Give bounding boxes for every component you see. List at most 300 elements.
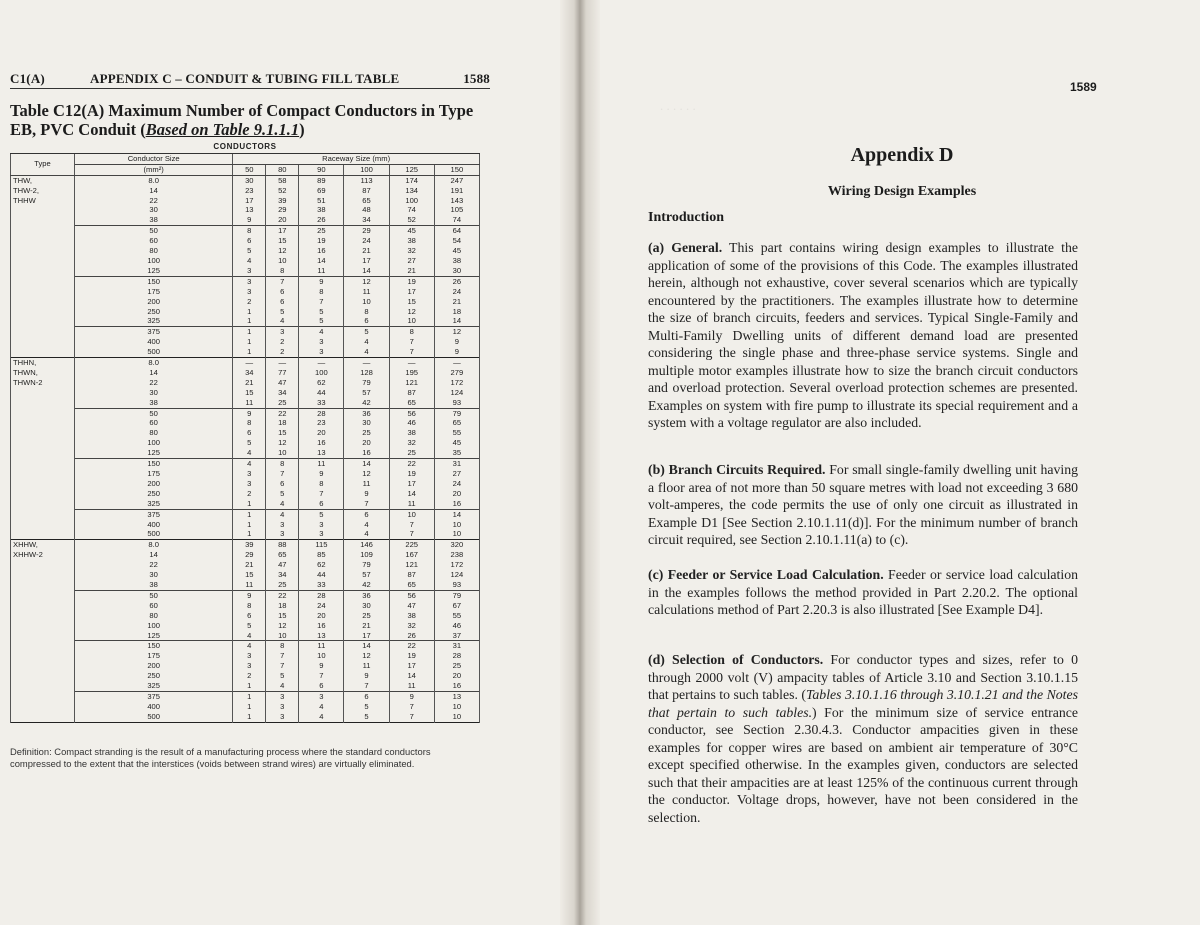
fill-count-cell: 3 xyxy=(266,712,299,722)
fill-count-cell: 33 xyxy=(299,580,344,590)
fill-count-cell: 10 xyxy=(389,509,434,519)
fill-count-cell: 30 xyxy=(344,418,389,428)
col-header-type: Type xyxy=(11,153,75,175)
fill-count-cell: 17 xyxy=(233,196,266,206)
fill-count-cell: 39 xyxy=(233,540,266,550)
table-row xyxy=(11,570,480,580)
table-row xyxy=(11,438,480,448)
fill-count-cell: 4 xyxy=(344,520,389,530)
fill-count-cell: 38 xyxy=(389,611,434,621)
fill-count-cell: 38 xyxy=(299,205,344,215)
fill-count-cell: 4 xyxy=(266,499,299,509)
fill-count-cell: 11 xyxy=(299,266,344,276)
paragraph-label: (b) Branch Circuits Required. xyxy=(648,462,826,477)
fill-count-cell: 6 xyxy=(233,428,266,438)
conductor-size-cell: 30 xyxy=(75,205,233,215)
col-header-raceway-size: 125 xyxy=(389,164,434,175)
fill-count-cell: 1 xyxy=(233,520,266,530)
fill-count-cell: 39 xyxy=(266,196,299,206)
fill-count-cell: 23 xyxy=(299,418,344,428)
fill-count-cell: 11 xyxy=(344,287,389,297)
table-row xyxy=(11,358,480,368)
paragraph-selection-conductors xyxy=(648,651,1078,826)
fill-count-cell: 14 xyxy=(389,489,434,499)
fill-count-cell: 19 xyxy=(299,236,344,246)
table-row xyxy=(11,196,480,206)
table-row xyxy=(11,418,480,428)
fill-count-cell: 12 xyxy=(344,276,389,286)
fill-count-cell: 48 xyxy=(344,205,389,215)
conductor-size-cell: 50 xyxy=(75,408,233,418)
fill-count-cell: 32 xyxy=(389,621,434,631)
fill-count-cell: 22 xyxy=(266,408,299,418)
fill-count-cell: 27 xyxy=(389,256,434,266)
fill-count-cell: 1 xyxy=(233,307,266,317)
table-row xyxy=(11,337,480,347)
fill-count-cell: 9 xyxy=(389,691,434,701)
fill-count-cell: 79 xyxy=(344,560,389,570)
fill-count-cell: 79 xyxy=(344,378,389,388)
fill-count-cell: 4 xyxy=(233,631,266,641)
table-row xyxy=(11,215,480,225)
fill-count-cell: 11 xyxy=(344,661,389,671)
fill-count-cell: 16 xyxy=(299,621,344,631)
fill-count-cell: 6 xyxy=(299,499,344,509)
fill-count-cell: 26 xyxy=(389,631,434,641)
table-row xyxy=(11,398,480,408)
conductor-size-cell: 375 xyxy=(75,691,233,701)
fill-count-cell: 16 xyxy=(299,438,344,448)
fill-count-cell: 46 xyxy=(389,418,434,428)
table-row xyxy=(11,580,480,590)
fill-count-cell: 5 xyxy=(299,307,344,317)
fill-count-cell: 10 xyxy=(299,651,344,661)
fill-count-cell: 34 xyxy=(233,368,266,378)
section-code: C1(A) xyxy=(10,71,45,86)
fill-count-cell: 35 xyxy=(434,448,479,458)
fill-count-cell: 238 xyxy=(434,550,479,560)
table-title-ref: Based on Table 9.1.1.1 xyxy=(145,120,300,139)
fill-count-cell: 8 xyxy=(299,287,344,297)
fill-count-cell: 4 xyxy=(344,337,389,347)
conductor-size-cell: 125 xyxy=(75,448,233,458)
fill-count-cell: 7 xyxy=(266,276,299,286)
fill-count-cell: 38 xyxy=(389,236,434,246)
fill-count-cell: 5 xyxy=(299,316,344,326)
table-row xyxy=(11,601,480,611)
table-row xyxy=(11,681,480,691)
fill-count-cell: 2 xyxy=(266,337,299,347)
fill-count-cell: 25 xyxy=(266,398,299,408)
fill-count-cell: 21 xyxy=(389,266,434,276)
fill-count-cell: — xyxy=(344,358,389,368)
col-header-raceway: Raceway Size (mm) xyxy=(233,153,480,164)
table-row xyxy=(11,378,480,388)
fill-count-cell: 4 xyxy=(299,327,344,337)
conductor-size-cell: 22 xyxy=(75,196,233,206)
fill-count-cell: 14 xyxy=(389,671,434,681)
fill-count-cell: 320 xyxy=(434,540,479,550)
fill-count-cell: 8 xyxy=(299,479,344,489)
conductor-size-cell: 38 xyxy=(75,580,233,590)
fill-count-cell: 93 xyxy=(434,398,479,408)
fill-count-cell: 5 xyxy=(299,509,344,519)
fill-count-cell: 10 xyxy=(344,297,389,307)
conductor-size-cell: 200 xyxy=(75,479,233,489)
table-row xyxy=(11,641,480,651)
paragraph-branch-circuits xyxy=(648,461,1078,549)
fill-count-cell: 54 xyxy=(434,236,479,246)
conductor-size-cell: 125 xyxy=(75,266,233,276)
conductor-size-cell: 150 xyxy=(75,276,233,286)
fill-count-cell: 18 xyxy=(266,601,299,611)
fill-count-cell: 79 xyxy=(434,408,479,418)
conductor-size-cell: 38 xyxy=(75,215,233,225)
fill-count-cell: 4 xyxy=(233,641,266,651)
fill-count-cell: 9 xyxy=(344,489,389,499)
fill-count-cell: 28 xyxy=(299,590,344,600)
fill-count-cell: 22 xyxy=(266,590,299,600)
table-row xyxy=(11,631,480,641)
fill-count-cell: 10 xyxy=(266,256,299,266)
fill-count-cell: 22 xyxy=(389,459,434,469)
fill-count-cell: — xyxy=(434,358,479,368)
fill-count-cell: 8 xyxy=(233,226,266,236)
table-row xyxy=(11,702,480,712)
fill-count-cell: 195 xyxy=(389,368,434,378)
fill-count-cell: 20 xyxy=(266,215,299,225)
fill-count-cell: 22 xyxy=(389,641,434,651)
fill-count-cell: 31 xyxy=(434,641,479,651)
fill-count-cell: 1 xyxy=(233,691,266,701)
fill-count-cell: 15 xyxy=(266,236,299,246)
table-row xyxy=(11,368,480,378)
paragraph-italic-ref: Tables 3.10.1.16 through 3.10.1.21 and the Notes that pertain to such tables. xyxy=(648,687,1078,720)
fill-count-cell: 25 xyxy=(344,611,389,621)
table-row xyxy=(11,661,480,671)
fill-count-cell: 1 xyxy=(233,499,266,509)
col-header-size-unit: (mm²) xyxy=(75,164,233,175)
table-row xyxy=(11,448,480,458)
fill-count-cell: 3 xyxy=(299,529,344,539)
fill-count-cell: 77 xyxy=(266,368,299,378)
paragraph-label: (a) General. xyxy=(648,240,723,255)
conductor-type-cell: THW, THW-2, THHW xyxy=(11,175,75,357)
fill-count-cell: 3 xyxy=(233,469,266,479)
table-row xyxy=(11,611,480,621)
table-row xyxy=(11,236,480,246)
paragraph-text: ) For the minimum size of service entrance conductor, see Section 2.30.4.3. Conductor ampacities given in these examples for copper wires are based on ambient air temperature of 30°C except specified otherwise. In the examples given, conductors are selected such that their ampacities are at least 125% of the continuous current through the conductor. Voltage drops, however, have not been considered in the selection. xyxy=(648,704,1078,825)
fill-count-cell: 14 xyxy=(344,641,389,651)
fill-count-cell: 7 xyxy=(299,671,344,681)
table-row xyxy=(11,712,480,722)
conductor-type-cell: XHHW, XHHW-2 xyxy=(11,540,75,722)
fill-count-cell: 69 xyxy=(299,186,344,196)
fill-count-cell: 11 xyxy=(299,459,344,469)
fill-count-cell: 3 xyxy=(266,702,299,712)
fill-count-cell: 14 xyxy=(434,316,479,326)
fill-count-cell: 4 xyxy=(266,509,299,519)
fill-count-cell: 87 xyxy=(389,570,434,580)
table-row xyxy=(11,691,480,701)
fill-count-cell: 1 xyxy=(233,347,266,357)
fill-count-cell: 67 xyxy=(434,601,479,611)
fill-count-cell: 16 xyxy=(434,681,479,691)
fill-count-cell: 9 xyxy=(344,671,389,681)
table-row xyxy=(11,246,480,256)
paragraph-general xyxy=(648,239,1078,432)
col-header-raceway-size: 150 xyxy=(434,164,479,175)
fill-count-cell: 191 xyxy=(434,186,479,196)
fill-count-cell: 121 xyxy=(389,378,434,388)
conductor-size-cell: 8.0 xyxy=(75,175,233,185)
conductor-size-cell: 80 xyxy=(75,611,233,621)
table-row xyxy=(11,388,480,398)
fill-count-cell: 33 xyxy=(299,398,344,408)
header-title: APPENDIX C – CONDUIT & TUBING FILL TABLE xyxy=(90,71,400,86)
fill-count-cell: 56 xyxy=(389,408,434,418)
conductor-size-cell: 50 xyxy=(75,590,233,600)
fill-count-cell: 24 xyxy=(344,236,389,246)
fill-count-cell: 4 xyxy=(344,529,389,539)
fill-count-cell: 15 xyxy=(266,611,299,621)
fill-count-cell: 16 xyxy=(299,246,344,256)
conductor-size-cell: 100 xyxy=(75,256,233,266)
fill-count-cell: 247 xyxy=(434,175,479,185)
fill-count-cell: 74 xyxy=(434,215,479,225)
fill-count-cell: 121 xyxy=(389,560,434,570)
fill-count-cell: 13 xyxy=(299,448,344,458)
fill-count-cell: 26 xyxy=(434,276,479,286)
fill-count-cell: 5 xyxy=(344,712,389,722)
fill-count-cell: 10 xyxy=(434,702,479,712)
fill-count-cell: 124 xyxy=(434,388,479,398)
table-title xyxy=(10,101,480,139)
fill-count-cell: 1 xyxy=(233,327,266,337)
fill-count-cell: 23 xyxy=(233,186,266,196)
conductor-size-cell: 60 xyxy=(75,236,233,246)
table-row xyxy=(11,186,480,196)
conductor-size-cell: 325 xyxy=(75,681,233,691)
fill-count-cell: 10 xyxy=(434,520,479,530)
fill-count-cell: 64 xyxy=(434,226,479,236)
page-number-right: 1589 xyxy=(1070,80,1097,94)
table-row xyxy=(11,550,480,560)
conductor-size-cell: 60 xyxy=(75,418,233,428)
table-row xyxy=(11,297,480,307)
fill-count-cell: 128 xyxy=(344,368,389,378)
fill-count-cell: 45 xyxy=(434,246,479,256)
fill-count-cell: 65 xyxy=(434,418,479,428)
right-page xyxy=(590,0,1200,925)
fill-count-cell: 8 xyxy=(344,307,389,317)
fill-count-cell: 109 xyxy=(344,550,389,560)
fill-count-cell: 11 xyxy=(344,479,389,489)
fill-count-cell: 18 xyxy=(266,418,299,428)
fill-count-cell: 3 xyxy=(266,529,299,539)
fill-count-cell: 21 xyxy=(434,297,479,307)
fill-count-cell: 6 xyxy=(233,611,266,621)
fill-count-cell: 6 xyxy=(344,691,389,701)
conductor-size-cell: 200 xyxy=(75,297,233,307)
conductor-size-cell: 30 xyxy=(75,570,233,580)
fill-count-cell: — xyxy=(233,358,266,368)
table-caption: CONDUCTORS xyxy=(11,142,480,153)
fill-count-cell: 6 xyxy=(266,287,299,297)
fill-count-cell: 47 xyxy=(389,601,434,611)
fill-count-cell: 89 xyxy=(299,175,344,185)
fill-count-cell: 52 xyxy=(389,215,434,225)
table-row xyxy=(11,276,480,286)
fill-count-cell: 6 xyxy=(266,297,299,307)
fill-count-cell: 25 xyxy=(389,448,434,458)
fill-count-cell: 9 xyxy=(233,590,266,600)
fill-count-cell: 36 xyxy=(344,408,389,418)
table-row xyxy=(11,459,480,469)
fill-count-cell: 19 xyxy=(389,276,434,286)
fill-count-cell: 14 xyxy=(344,266,389,276)
fill-count-cell: 12 xyxy=(434,327,479,337)
fill-count-cell: 1 xyxy=(233,702,266,712)
fill-count-cell: 9 xyxy=(434,337,479,347)
fill-count-cell: 8 xyxy=(266,266,299,276)
fill-count-cell: 93 xyxy=(434,580,479,590)
fill-count-cell: 17 xyxy=(389,661,434,671)
fill-count-cell: 88 xyxy=(266,540,299,550)
fill-count-cell: 124 xyxy=(434,570,479,580)
fill-count-cell: 5 xyxy=(233,438,266,448)
definition-note: Definition: Compact stranding is the result of a manufacturing process where the standard conductors compressed to the extent that the interstices (voids between strand wires) are virtually eliminated. xyxy=(10,746,431,769)
fill-count-cell: 2 xyxy=(233,671,266,681)
fill-count-cell: 29 xyxy=(266,205,299,215)
table-row xyxy=(11,621,480,631)
fill-count-cell: 27 xyxy=(434,469,479,479)
fill-count-cell: 8 xyxy=(266,641,299,651)
fill-count-cell: 4 xyxy=(299,712,344,722)
table-row xyxy=(11,408,480,418)
fill-count-cell: 14 xyxy=(299,256,344,266)
fill-count-cell: 21 xyxy=(233,560,266,570)
fill-count-cell: 13 xyxy=(434,691,479,701)
col-header-raceway-size: 80 xyxy=(266,164,299,175)
fill-count-cell: 13 xyxy=(233,205,266,215)
fill-count-cell: 8 xyxy=(233,418,266,428)
fill-count-cell: 3 xyxy=(233,661,266,671)
conductor-size-cell: 175 xyxy=(75,469,233,479)
fill-count-cell: 12 xyxy=(266,246,299,256)
fill-count-cell: 12 xyxy=(344,469,389,479)
fill-count-cell: — xyxy=(266,358,299,368)
table-row xyxy=(11,520,480,530)
fill-count-cell: 9 xyxy=(299,469,344,479)
fill-count-cell: 10 xyxy=(389,316,434,326)
conductor-size-cell: 80 xyxy=(75,428,233,438)
fill-count-cell: 20 xyxy=(299,428,344,438)
table-row xyxy=(11,509,480,519)
fill-count-cell: 4 xyxy=(266,681,299,691)
fill-count-cell: 7 xyxy=(344,681,389,691)
table-row xyxy=(11,540,480,550)
conductor-size-cell: 150 xyxy=(75,459,233,469)
conductor-size-cell: 200 xyxy=(75,661,233,671)
fill-count-cell: 25 xyxy=(434,661,479,671)
running-header-left xyxy=(10,71,490,89)
table-row xyxy=(11,347,480,357)
fill-count-cell: 52 xyxy=(266,186,299,196)
paragraph-text: Feeder or service load calculation in the examples follows the method provided in Part 2.20.2. The optional calculations method of Part 2.20.3 is also illustrated [See Example D4]. xyxy=(648,567,1078,617)
conductor-size-cell: 8.0 xyxy=(75,540,233,550)
fill-count-cell: 3 xyxy=(299,691,344,701)
fill-count-cell: 21 xyxy=(233,378,266,388)
conductor-size-cell: 22 xyxy=(75,560,233,570)
fill-count-cell: 115 xyxy=(299,540,344,550)
fill-count-cell: 4 xyxy=(344,347,389,357)
conductor-size-cell: 100 xyxy=(75,438,233,448)
fill-count-cell: 37 xyxy=(434,631,479,641)
fill-count-cell: 29 xyxy=(344,226,389,236)
left-page xyxy=(0,0,575,925)
table-row xyxy=(11,287,480,297)
fill-count-cell: 28 xyxy=(299,408,344,418)
table-row xyxy=(11,316,480,326)
fill-count-cell: 17 xyxy=(389,287,434,297)
fill-count-cell: 1 xyxy=(233,712,266,722)
fill-count-cell: 32 xyxy=(389,246,434,256)
fill-count-cell: 55 xyxy=(434,611,479,621)
conductor-type-cell: THHN, THWN, THWN-2 xyxy=(11,358,75,540)
fill-count-cell: 15 xyxy=(233,388,266,398)
fill-count-cell: 6 xyxy=(299,681,344,691)
fill-count-cell: 7 xyxy=(389,337,434,347)
fill-count-cell: 4 xyxy=(233,448,266,458)
fill-count-cell: 15 xyxy=(233,570,266,580)
table-title-close: ) xyxy=(299,120,305,139)
fill-count-cell: 10 xyxy=(266,448,299,458)
fill-count-cell: 1 xyxy=(233,681,266,691)
fill-count-cell: 24 xyxy=(299,601,344,611)
conductor-size-cell: 14 xyxy=(75,550,233,560)
fill-count-cell: 18 xyxy=(434,307,479,317)
table-row xyxy=(11,671,480,681)
table-row xyxy=(11,256,480,266)
conductor-size-cell: 400 xyxy=(75,520,233,530)
conductor-size-cell: 30 xyxy=(75,388,233,398)
col-header-size: Conductor Size xyxy=(75,153,233,164)
fill-count-cell: 11 xyxy=(389,499,434,509)
fill-count-cell: 13 xyxy=(299,631,344,641)
conductor-size-cell: 175 xyxy=(75,651,233,661)
conductor-size-cell: 175 xyxy=(75,287,233,297)
fill-count-cell: 17 xyxy=(344,256,389,266)
fill-count-cell: 28 xyxy=(434,651,479,661)
conductor-size-cell: 375 xyxy=(75,327,233,337)
paragraph-text: This part contains wiring design examples to illustrate the application of some of the provisions of this Code. The examples illustrated herein, although not exhaustive, cover several scenarios which are typically encountered by the practitioners. The examples illustrate how to determine the size of branch circuits, feeders and services. Typical Single-Family and Multi-Family Dwelling units of different demand load are presented considering the single phase and three-phase service systems. Single and multiple motor examples illustrate how to size the branch circuit conductors and overload protection. Several overload protection schemes are presented. Examples on system with fire pump to illustrate its special requirement and a system with a voltage regulator are also included. xyxy=(648,240,1078,430)
fill-count-cell: 7 xyxy=(389,529,434,539)
fill-count-cell: 14 xyxy=(434,509,479,519)
fill-count-cell: 20 xyxy=(299,611,344,621)
fill-count-cell: 1 xyxy=(233,337,266,347)
fill-count-cell: 36 xyxy=(344,590,389,600)
fill-count-cell: 11 xyxy=(233,580,266,590)
page-number-left: 1588 xyxy=(463,71,490,86)
fill-count-cell: 19 xyxy=(389,469,434,479)
table-row xyxy=(11,205,480,215)
fill-count-cell: 12 xyxy=(389,307,434,317)
fill-count-cell: 30 xyxy=(344,601,389,611)
fill-count-cell: 32 xyxy=(389,438,434,448)
fill-count-cell: 24 xyxy=(434,287,479,297)
fill-count-cell: 10 xyxy=(266,631,299,641)
